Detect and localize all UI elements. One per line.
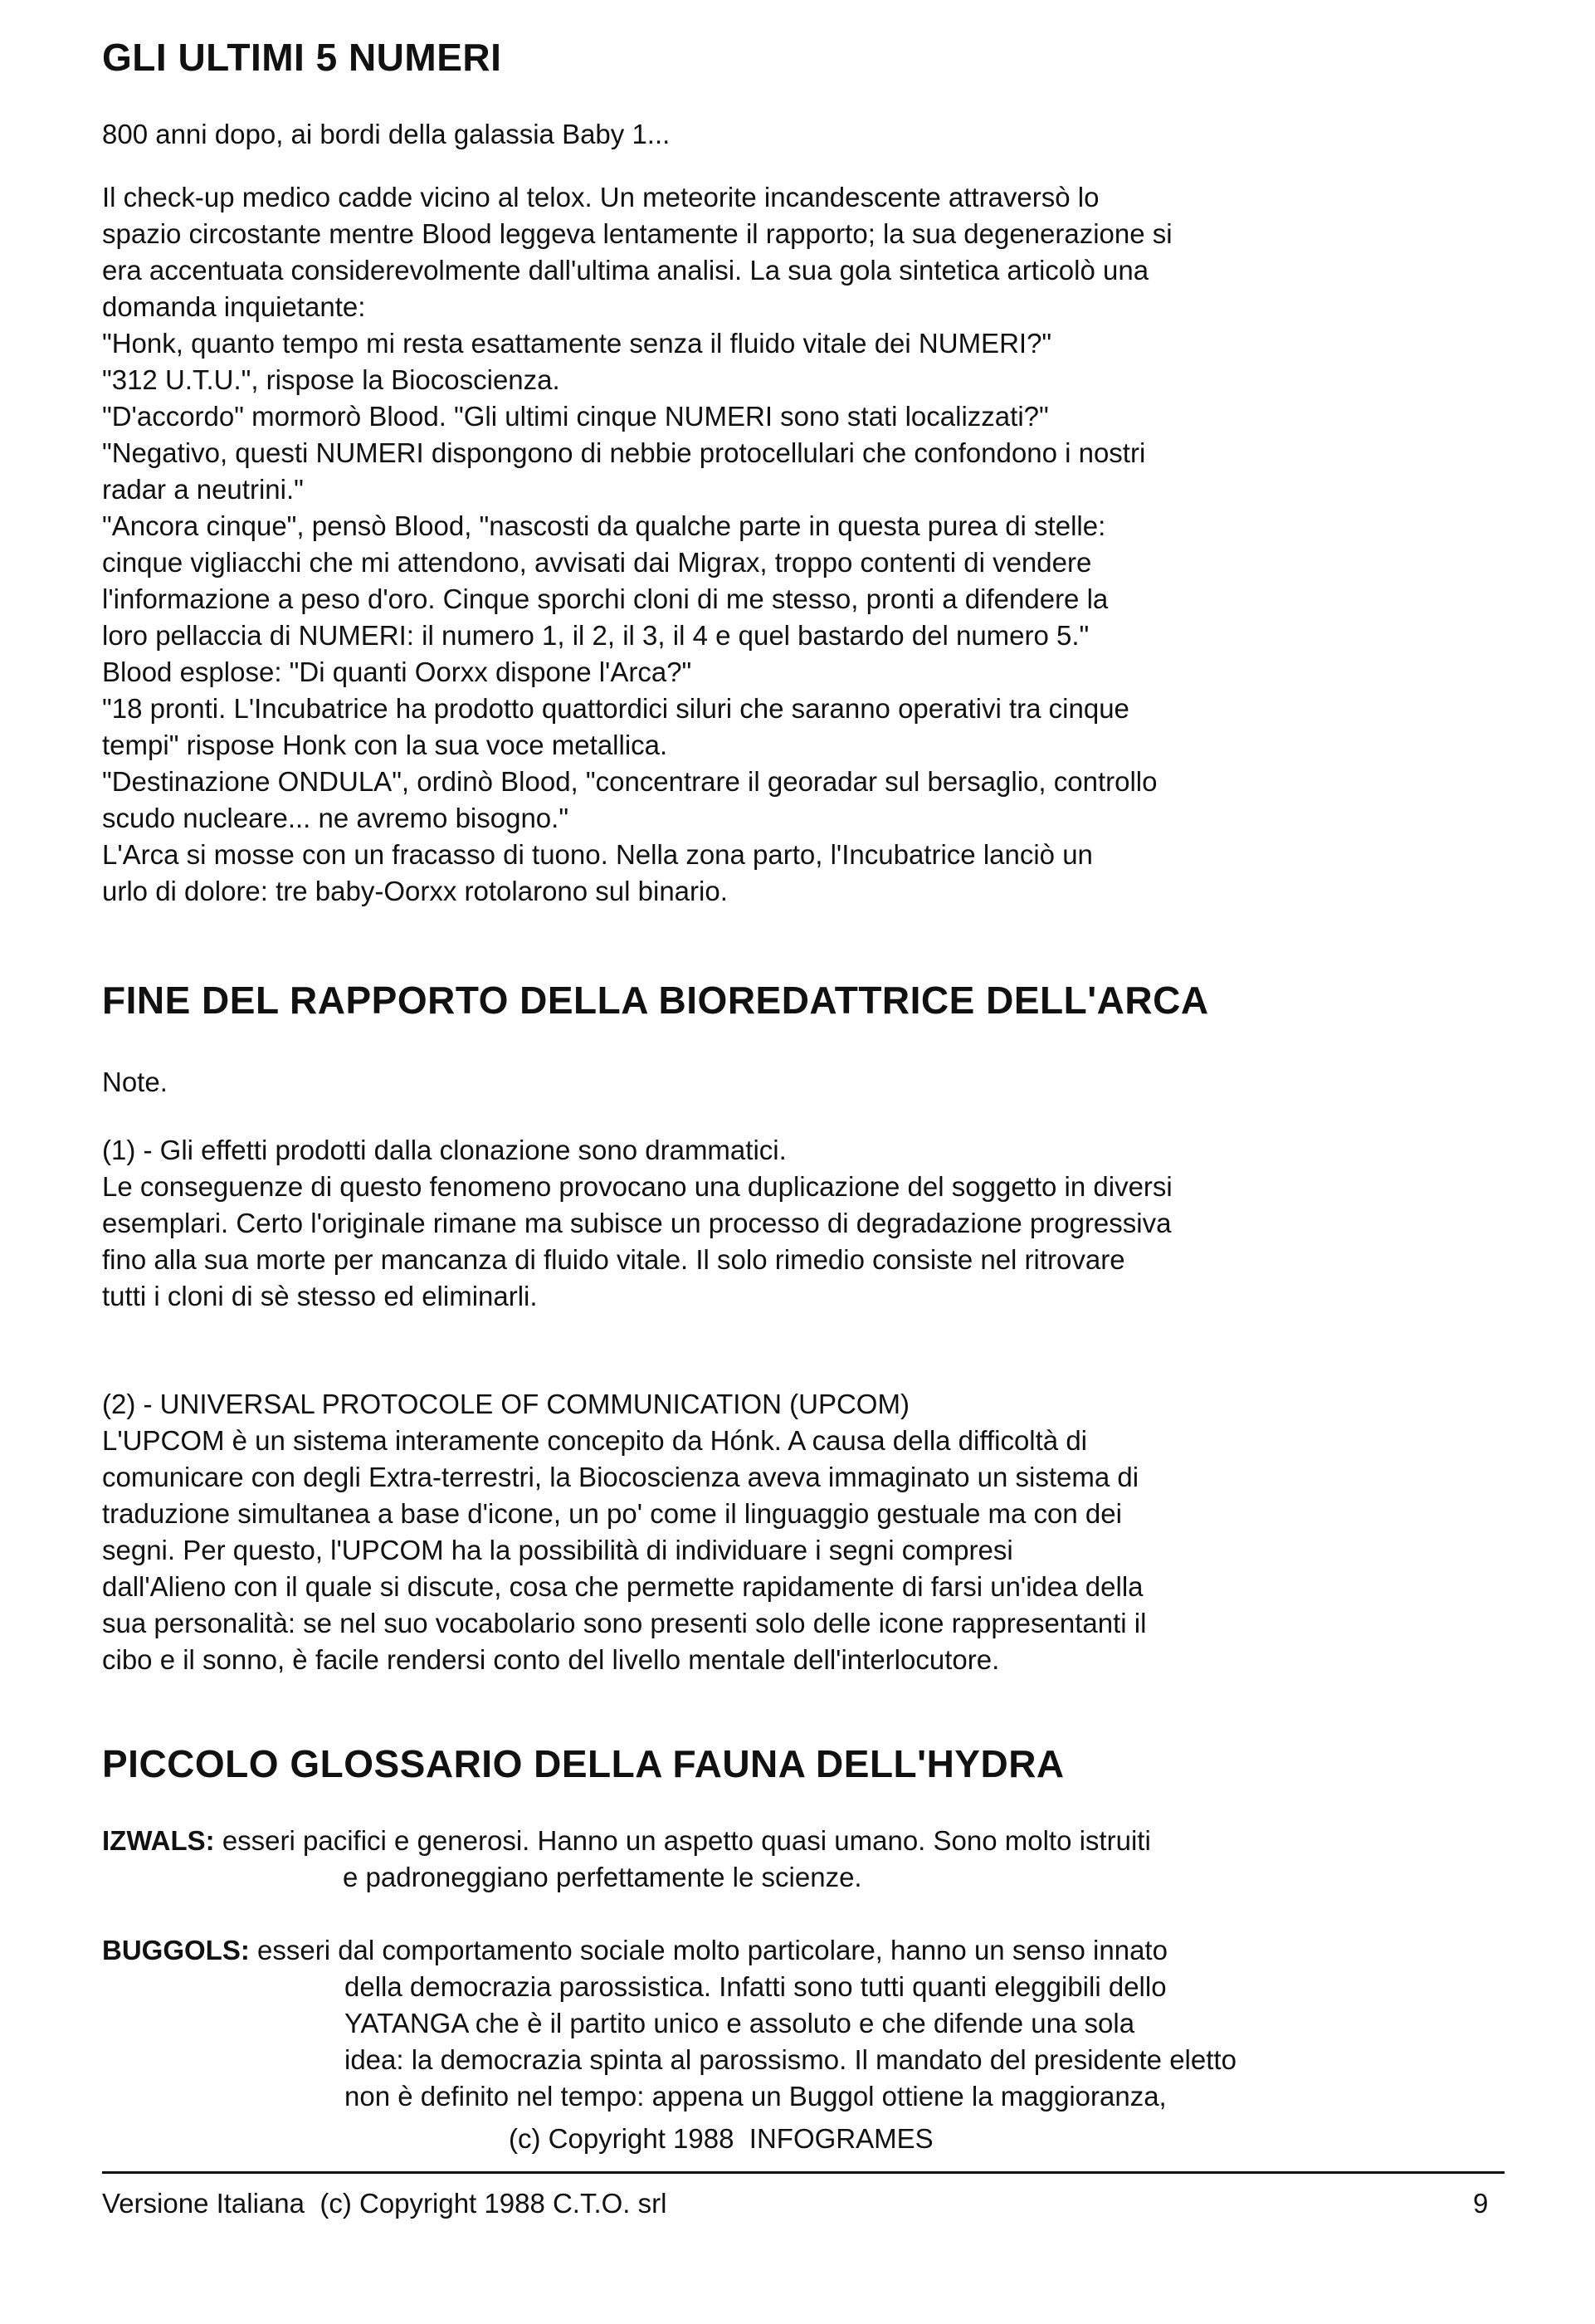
story-line: loro pellaccia di NUMERI: il numero 1, il 2, il 3, il 4 e quel bastardo del numero 5." (102, 620, 1090, 651)
note-line: (2) - UNIVERSAL PROTOCOLE OF COMMUNICATION (UPCOM) (102, 1389, 910, 1419)
story-line: "312 U.T.U.", rispose la Biocoscienza. (102, 364, 560, 395)
story-line: "Ancora cinque", pensò Blood, "nascosti da qualche parte in questa purea di stelle: (102, 510, 1106, 541)
story-line: urlo di dolore: tre baby-Oorxx rotolarono sul binario. (102, 876, 728, 906)
story-body (102, 179, 1505, 910)
glossary-definition-line: e padroneggiano perfettamente le scienze. (343, 1862, 862, 1892)
section-title-ultimi-numeri: GLI ULTIMI 5 NUMERI (102, 36, 502, 79)
glossary-definition: esseri dal comportamento sociale molto particolare, hanno un senso innato (249, 1935, 1168, 1965)
glossary-term: BUGGOLS: (102, 1935, 250, 1965)
story-line: l'informazione a peso d'oro. Cinque sporchi cloni di me stesso, pronti a difendere la (102, 583, 1109, 614)
note-line: esemplari. Certo l'originale rimane ma subisce un processo di degradazione progressiva (102, 1208, 1172, 1238)
glossary-definition-line: non è definito nel tempo: appena un Buggol ottiene la maggioranza, (344, 2081, 1167, 2112)
glossary-definition: esseri pacifici e generosi. Hanno un aspetto quasi umano. Sono molto istruiti (214, 1825, 1151, 1856)
note-1 (102, 1132, 1505, 1315)
section-title-fine-rapporto: FINE DEL RAPPORTO DELLA BIOREDATTRICE DELL'ARCA (102, 979, 1209, 1022)
note-2 (102, 1386, 1505, 1678)
note-line: sua personalità: se nel suo vocabolario sono presenti solo delle icone rappresentanti il (102, 1608, 1147, 1638)
glossary-definition-line: idea: la democrazia spinta al parossismo. Il mandato del presidente eletto (344, 2044, 1236, 2075)
story-line: L'Arca si mosse con un fracasso di tuono. Nella zona parto, l'Incubatrice lanciò un (102, 839, 1093, 870)
story-line: domanda inquietante: (102, 291, 366, 322)
footer-divider (102, 2171, 1505, 2174)
notes-label: Note. (102, 1067, 168, 1097)
note-line: (1) - Gli effetti prodotti dalla clonazione sono drammatici. (102, 1135, 787, 1165)
glossary-entry-izwals (102, 1823, 1513, 1896)
story-line: Il check-up medico cadde vicino al telox. Un meteorite incandescente attraversò lo (102, 182, 1100, 212)
note-line: segni. Per questo, l'UPCOM ha la possibilità di individuare i segni compresi (102, 1535, 1013, 1565)
glossary-entry-buggols (102, 1932, 1513, 2115)
story-line: cinque vigliacchi che mi attendono, avvisati dai Migrax, troppo contenti di vendere (102, 547, 1092, 578)
story-line: "Destinazione ONDULA", ordinò Blood, "concentrare il georadar sul bersaglio, controllo (102, 766, 1158, 797)
page-number: 9 (1473, 2188, 1489, 2219)
story-line: scudo nucleare... ne avremo bisogno." (102, 803, 569, 833)
glossary-entry-first-line (102, 1932, 1513, 1969)
story-line: "Honk, quanto tempo mi resta esattamente senza il fluido vitale dei NUMERI?" (102, 328, 1052, 359)
glossary-term: IZWALS: (102, 1825, 215, 1856)
note-line: tutti i cloni di sè stesso ed eliminarli. (102, 1281, 538, 1311)
edition-notice: Versione Italiana (c) Copyright 1988 C.T.O. srl (102, 2188, 667, 2219)
note-line: Le conseguenze di questo fenomeno provocano una duplicazione del soggetto in diversi (102, 1171, 1173, 1202)
story-line: "18 pronti. L'Incubatrice ha prodotto quattordici siluri che saranno operativi tra cinque (102, 693, 1129, 724)
note-line: L'UPCOM è un sistema interamente concepito da Hónk. A causa della difficoltà di (102, 1425, 1088, 1456)
story-line: "D'accordo" mormorò Blood. "Gli ultimi cinque NUMERI sono stati localizzati?" (102, 401, 1049, 432)
section-title-glossario: PICCOLO GLOSSARIO DELLA FAUNA DELL'HYDRA (102, 1742, 1065, 1785)
story-line: era accentuata considerevolmente dall'ultima analisi. La sua gola sintetica articolò una (102, 255, 1149, 286)
glossary-entry-first-line (102, 1823, 1513, 1859)
note-line: dall'Alieno con il quale si discute, cosa che permette rapidamente di farsi un'idea della (102, 1571, 1144, 1602)
glossary-definition-line: della democrazia parossistica. Infatti sono tutti quanti eleggibili dello (344, 1971, 1167, 2002)
glossary-definition-line: YATANGA che è il partito unico e assoluto e che difende una sola (344, 2008, 1135, 2038)
story-line: tempi" rispose Honk con la sua voce metallica. (102, 730, 668, 760)
story-line: "Negativo, questi NUMERI dispongono di nebbie protocellulari che confondono i nostri (102, 437, 1146, 468)
copyright-notice: (c) Copyright 1988 INFOGRAMES (509, 2123, 934, 2154)
intro-line: 800 anni dopo, ai bordi della galassia Baby 1... (102, 119, 671, 149)
note-line: fino alla sua morte per mancanza di fluido vitale. Il solo rimedio consiste nel ritrovare (102, 1244, 1125, 1275)
note-line: cibo e il sonno, è facile rendersi conto del livello mentale dell'interlocutore. (102, 1644, 1000, 1675)
note-line: comunicare con degli Extra-terrestri, la Biocoscienza aveva immaginato un sistema di (102, 1462, 1139, 1492)
story-line: spazio circostante mentre Blood leggeva lentamente il rapporto; la sua degenerazione si (102, 218, 1173, 249)
note-line: traduzione simultanea a base d'icone, un po' come il linguaggio gestuale ma con dei (102, 1498, 1122, 1529)
story-line: radar a neutrini." (102, 474, 304, 505)
story-line: Blood esplose: "Di quanti Oorxx dispone l'Arca?" (102, 657, 692, 687)
